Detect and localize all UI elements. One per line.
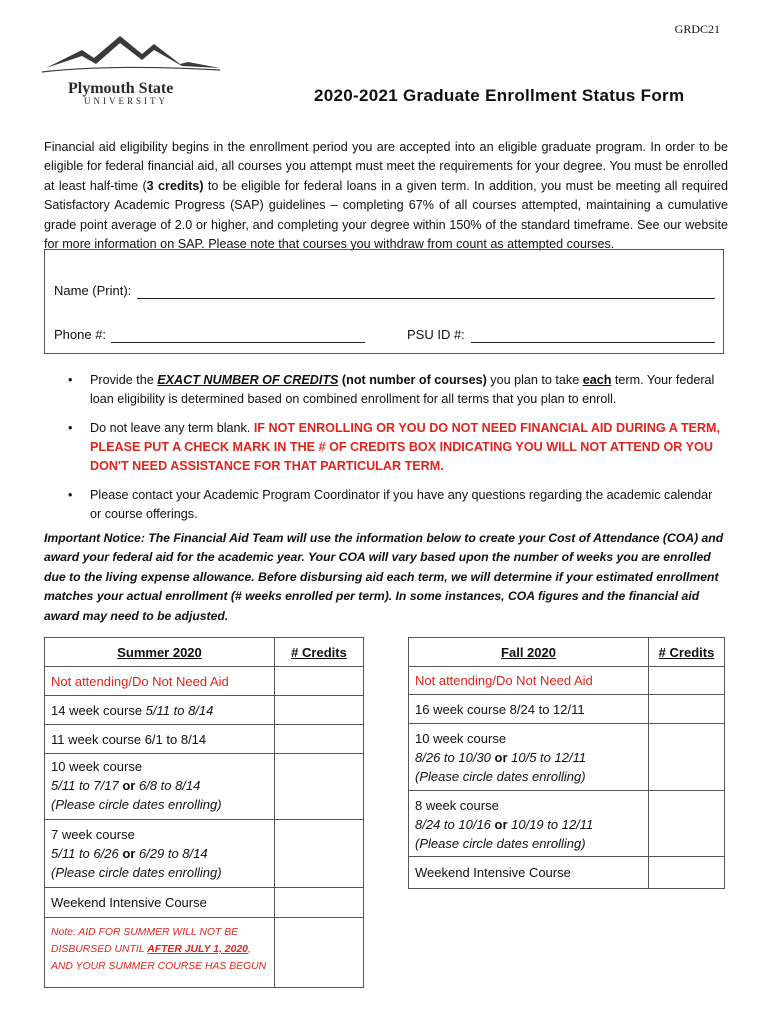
- page-title: 2020-2021 Graduate Enrollment Status Form: [314, 86, 685, 105]
- course-row: 14 week course 5/11 to 8/14: [45, 696, 275, 725]
- course-row: 7 week course 5/11 to 6/26 or 6/29 to 8/14 (Please circle dates enrolling): [45, 820, 275, 888]
- course-row: Weekend Intensive Course: [45, 888, 275, 918]
- credits-cell[interactable]: [275, 888, 364, 918]
- name-field[interactable]: [137, 298, 715, 299]
- fall-table: [408, 637, 725, 889]
- psu-id-label: PSU ID #:: [407, 327, 465, 342]
- credits-cell[interactable]: [649, 857, 725, 889]
- summer-note: Note: AID FOR SUMMER WILL NOT BE DISBURSED UNTIL AFTER JULY 1, 2020, AND YOUR SUMMER COURSE HAS BEGUN: [45, 918, 275, 988]
- credits-cell[interactable]: [649, 724, 725, 791]
- credits-cell[interactable]: [275, 725, 364, 754]
- not-attending-row: Not attending/Do Not Need Aid: [45, 667, 275, 696]
- credits-cell[interactable]: [275, 696, 364, 725]
- fall-header: Fall 2020: [409, 638, 649, 667]
- psu-id-field[interactable]: [471, 342, 715, 343]
- summer-header: Summer 2020: [45, 638, 275, 667]
- course-row: 8 week course 8/24 to 10/16 or 10/19 to 12/11 (Please circle dates enrolling): [409, 791, 649, 857]
- credits-header: # Credits: [649, 638, 725, 667]
- list-item: • Provide the EXACT NUMBER OF CREDITS (not number of courses) you plan to take each term. Your federal loan eligibility is determined based on combined enrollment for all terms that you plan to enroll.: [68, 373, 715, 406]
- name-label: Name (Print):: [54, 283, 132, 298]
- not-attending-row: Not attending/Do Not Need Aid: [409, 667, 649, 695]
- credits-cell[interactable]: [649, 695, 725, 724]
- credits-cell[interactable]: [275, 820, 364, 888]
- phone-label: Phone #:: [54, 327, 107, 342]
- credits-cell[interactable]: [649, 791, 725, 857]
- credits-cell[interactable]: [649, 667, 725, 695]
- summer-table: [44, 637, 364, 988]
- list-item: • Please contact your Academic Program Coordinator if you have any questions regarding the academic calendar or course offerings.: [68, 488, 713, 521]
- logo-subtitle: UNIVERSITY: [84, 96, 168, 106]
- course-row: Weekend Intensive Course: [409, 857, 649, 889]
- list-item: • Do not leave any term blank. IF NOT ENROLLING OR YOU DO NOT NEED FINANCIAL AID DURING A TERM, PLEASE PUT A CHECK MARK IN THE # OF CREDITS BOX INDICATING YOU WILL NOT ATTEND OR YOU DON'T NEED ASSISTANCE FOR THAT PARTICULAR TERM.: [68, 421, 721, 473]
- instructions-list: [66, 371, 726, 534]
- form-code: GRDC21: [674, 22, 720, 36]
- logo-name: Plymouth State: [68, 80, 174, 97]
- contact-box: [44, 249, 724, 354]
- credits-header: # Credits: [275, 638, 364, 667]
- credits-cell[interactable]: [275, 667, 364, 696]
- course-row: 10 week course 5/11 to 7/17 or 6/8 to 8/14 (Please circle dates enrolling): [45, 754, 275, 820]
- credits-cell[interactable]: [275, 754, 364, 820]
- phone-field[interactable]: [111, 342, 365, 343]
- course-row: 11 week course 6/1 to 8/14: [45, 725, 275, 754]
- course-row: 16 week course 8/24 to 12/11: [409, 695, 649, 724]
- important-notice: Important Notice: The Financial Aid Team will use the information below to create your Cost of Attendance (COA) and award your federal aid for the academic year. Your COA will vary based upon the number of weeks you are enrolled due to the living expense allowance. Before disbursing aid each term, we will determine if your estimated enrollment matches your actual enrollment (# weeks enrolled per term). In some instances, COA figures and the financial aid award may need to be adjusted.: [44, 531, 724, 623]
- course-row: 10 week course 8/26 to 10/30 or 10/5 to 12/11 (Please circle dates enrolling): [409, 724, 649, 791]
- credits-cell[interactable]: [275, 918, 364, 988]
- intro-paragraph: Financial aid eligibility begins in the enrollment period you are accepted into an eligible graduate program. In order to be eligible for federal financial aid, all courses you attempt must meet the requirements for your degree. You must be enrolled at least half-time (3 credits) to be eligible for federal loans in a given term. In addition, you must be meeting all required Satisfactory Academic Progress (SAP) guidelines – completing 67% of all courses attempted, maintaining a cumulative grade point average of 2.0 or higher, and completing your degree within 150% of the standard timeframe. See our website for more information on SAP. Please note that courses you withdraw from count as attempted courses.: [44, 140, 728, 252]
